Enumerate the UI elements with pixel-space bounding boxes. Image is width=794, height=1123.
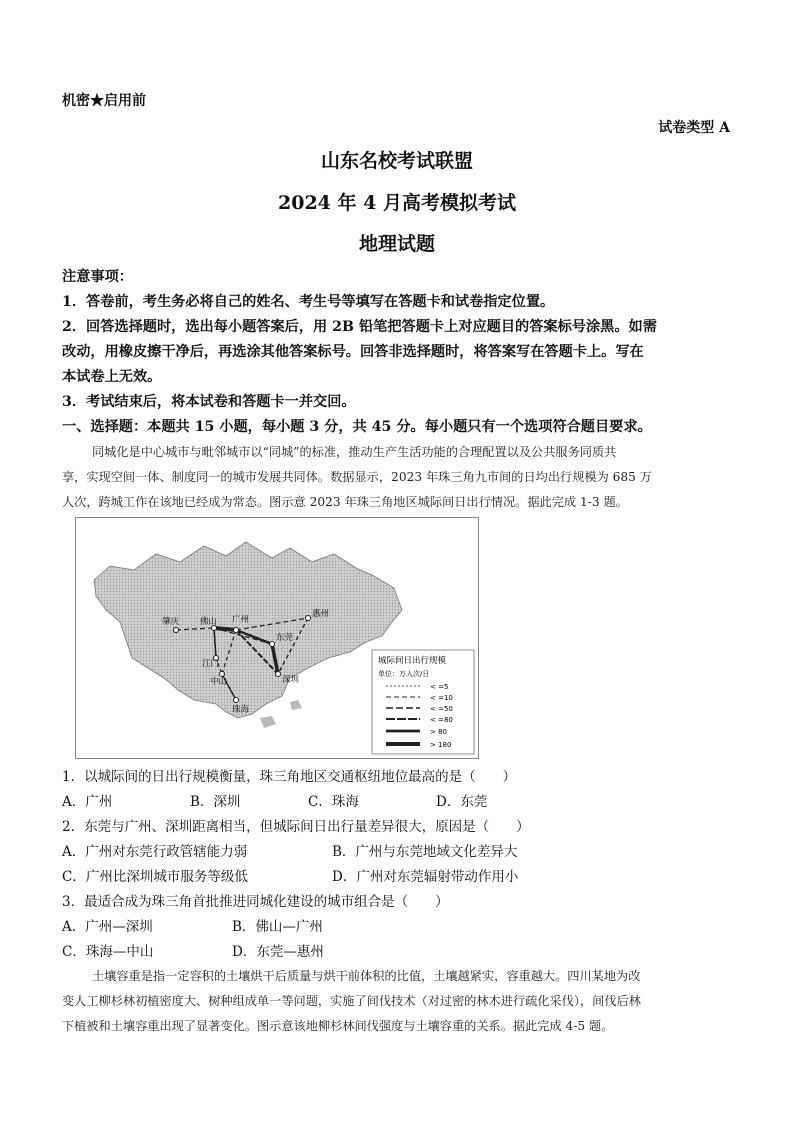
passage-1-line-1: 同城化是中心城市与毗邻城市以“同城”的标准，推动生产生活功能的合理配置以及公共服务同质共 bbox=[92, 445, 617, 459]
city-label-foshan: 佛山 bbox=[200, 617, 218, 627]
city-label-dongguan: 东莞 bbox=[276, 633, 294, 643]
question-3-option-b: B．佛山—广州 bbox=[232, 919, 323, 935]
city-dot-guangzhou bbox=[234, 628, 239, 633]
question-1-option-d: D．东莞 bbox=[436, 794, 488, 810]
note-item-2-line-3: 本试卷上无效。 bbox=[62, 369, 162, 385]
question-2-option-a: A．广州对东莞行政管辖能力弱 bbox=[62, 844, 248, 860]
passage-2-line-1: 土壤容重是指一定容积的土壤烘干后质量与烘干前体积的比值，土壤越紧实，容重越大。四川某地为改 bbox=[92, 969, 641, 983]
org-title: 山东名校考试联盟 bbox=[320, 150, 473, 172]
delta-landmass bbox=[94, 542, 402, 718]
city-label-guangzhou: 广州 bbox=[232, 615, 250, 625]
legend-item-5: > 80 bbox=[430, 728, 447, 736]
note-item-1: 1．答卷前，考生务必将自己的姓名、考生号等填写在答题卡和试卷指定位置。 bbox=[62, 294, 555, 310]
city-label-zhaoqing: 肇庆 bbox=[162, 617, 180, 627]
estuary-islands bbox=[290, 700, 302, 710]
question-2-option-b: B．广州与东莞地域文化差异大 bbox=[332, 844, 518, 860]
city-dot-zhuhai bbox=[234, 698, 239, 703]
city-dot-zhaoqing bbox=[174, 628, 179, 633]
section-1-heading: 一、选择题：本题共 15 小题，每小题 3 分，共 45 分。每小题只有一个选项符合题目要求。 bbox=[62, 419, 652, 435]
city-dot-shenzhen bbox=[276, 672, 281, 677]
passage-2-line-2: 变人工柳杉林初植密度大、树种组成单一等问题，实施了间伐技术（对过密的林木进行疏化采伐），间伐后林 bbox=[62, 994, 641, 1008]
passage-1-line-3: 人次，跨城工作在该地已经成为常态。图示意 2023 年珠三角地区城际间日出行情况。据此完成 1-3 题。 bbox=[62, 495, 628, 509]
passage-2-line-3: 下植被和土壤容重出现了显著变化。图示意该地柳杉林间伐强度与土壤容重的关系。据此完成 4-5 题。 bbox=[62, 1019, 614, 1033]
city-dot-huizhou bbox=[306, 616, 311, 621]
secret-label: 机密★启用前 bbox=[62, 93, 146, 109]
question-3-stem: 3．最适合成为珠三角首批推进同城化建设的城市组合是（ ） bbox=[62, 894, 449, 910]
note-item-3: 3．考试结束后，将本试卷和答题卡一并交回。 bbox=[62, 394, 356, 410]
pearl-river-delta-map bbox=[75, 517, 479, 759]
question-1-option-c: C．珠海 bbox=[308, 794, 359, 810]
question-3-option-a: A．广州—深圳 bbox=[62, 919, 153, 935]
passage-1-line-2: 享，实现空间一体、制度同一的城市发展共同体。数据显示，2023 年珠三角九市间的日均出行规模为 685 万 bbox=[62, 470, 652, 484]
question-3-option-d: D．东莞—惠州 bbox=[232, 944, 324, 960]
legend-item-3: < =50 bbox=[430, 705, 453, 713]
city-label-jiangmen: 江门 bbox=[202, 659, 220, 669]
city-label-huizhou: 惠州 bbox=[312, 609, 330, 619]
note-item-2-line-1: 2．回答选择题时，选出每小题答案后，用 2B 铅笔把答题卡上对应题目的答案标号涂黑。如需 bbox=[62, 319, 657, 335]
city-label-zhuhai: 珠海 bbox=[232, 705, 250, 715]
question-3-option-c: C．珠海—中山 bbox=[62, 944, 154, 960]
question-1-stem: 1．以城际间的日出行规模衡量，珠三角地区交通枢纽地位最高的是（ ） bbox=[62, 769, 517, 785]
notes-heading: 注意事项： bbox=[62, 269, 133, 285]
note-item-2-line-2: 改动，用橡皮擦干净后，再选涂其他答案标号。回答非选择题时，将答案写在答题卡上。写在 bbox=[62, 344, 644, 360]
legend-item-1: < =5 bbox=[430, 683, 449, 691]
question-2-stem: 2．东莞与广州、深圳距离相当，但城际间日出行量差异很大，原因是（ ） bbox=[62, 819, 530, 835]
city-label-zhongshan: 中山 bbox=[210, 677, 228, 687]
question-2-option-d: D．广州对东莞辐射带动作用小 bbox=[332, 869, 519, 885]
city-dot-dongguan bbox=[270, 642, 275, 647]
legend-title: 城际间日出行规模 bbox=[378, 656, 447, 666]
question-1-option-a: A．广州 bbox=[62, 794, 113, 810]
subject-title: 地理试题 bbox=[358, 233, 435, 255]
legend-item-6: > 180 bbox=[430, 741, 452, 749]
legend-item-2: < =10 bbox=[430, 694, 453, 702]
question-1-option-b: B．深圳 bbox=[190, 794, 241, 810]
exam-title: 2024 年 4 月高考模拟考试 bbox=[278, 192, 516, 214]
city-dot-zhongshan bbox=[220, 672, 225, 677]
map-legend bbox=[372, 650, 474, 754]
city-label-shenzhen: 深圳 bbox=[282, 675, 300, 685]
legend-item-4: < =80 bbox=[430, 716, 453, 724]
map-figure bbox=[76, 518, 478, 758]
coastal-islands bbox=[260, 716, 276, 728]
question-2-option-c: C．广州比深圳城市服务等级低 bbox=[62, 869, 248, 885]
paper-type-label: 试卷类型 A bbox=[658, 120, 730, 136]
legend-unit: 单位：万人次/日 bbox=[378, 670, 430, 678]
